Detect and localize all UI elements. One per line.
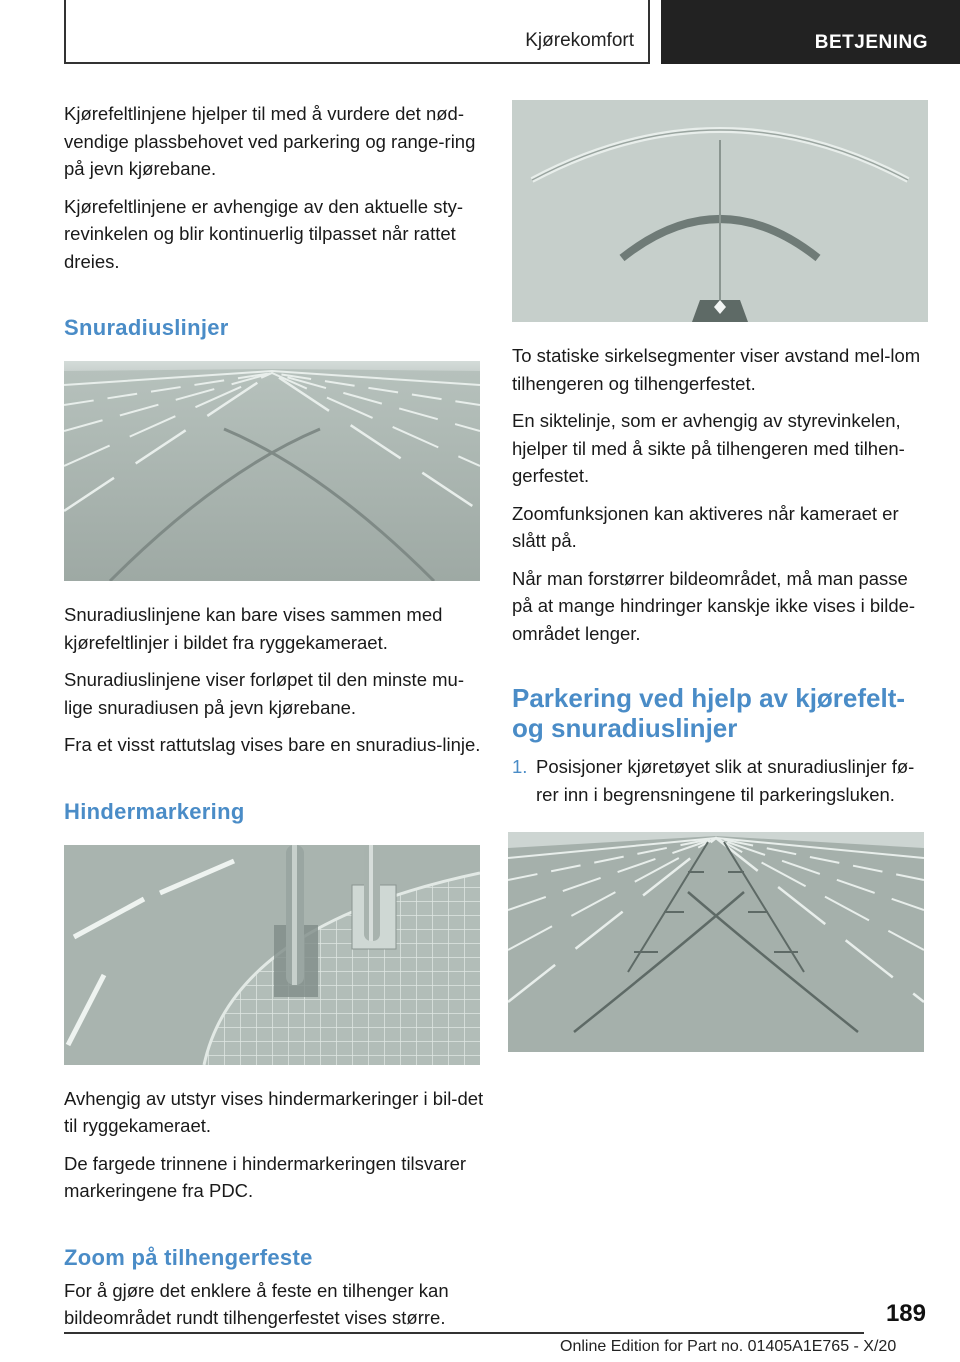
page-number: 189 <box>885 1300 926 1327</box>
paragraph: Kjørefeltlinjene er avhengige av den aktuelle sty-revinkelen og blir kontinuerlig tilpasset når rattet dreies. <box>64 195 464 272</box>
heading-trailer-zoom: Zoom på tilhengerfeste <box>64 1244 313 1270</box>
paragraph: En siktelinje, som er avhengig av styrevinkelen, hjelper til med å sikte på tilhengeren med tilhen-gerfestet. <box>512 410 905 486</box>
heading-parking: Parkering ved hjelp av kjørefelt-og snuradiuslinjer <box>512 683 906 743</box>
parking-lines-figure <box>508 832 924 1052</box>
paragraph: Fra et visst rattutslag vises bare en snuradius-linje. <box>64 734 481 755</box>
header-chapter-title: BETJENING <box>814 32 928 53</box>
paragraph: To statiske sirkelsegmenter viser avstand mel-lom tilhengeren og tilhengerfestet. <box>512 345 921 394</box>
header-chapter-box <box>661 0 960 64</box>
paragraph: Når man forstørrer bildeområdet, må man passe på at mange hindringer kanskje ikke vises i bilde-området lenger. <box>512 567 916 644</box>
header-section-box <box>64 0 650 64</box>
heading-turning-radius: Snuradiuslinjer <box>64 315 229 340</box>
list-number: 1. <box>512 756 528 777</box>
obstacle-marking-figure <box>64 845 480 1065</box>
paragraph: Snuradiuslinjene viser forløpet til den minste mu-lige snuradiusen på jevn kjørebane. <box>64 669 464 718</box>
paragraph: Snuradiuslinjene kan bare vises sammen med kjørefeltlinjer i bildet fra ryggekameraet. <box>64 604 443 653</box>
list-item <box>512 753 930 808</box>
header-section-title: Kjørekomfort <box>525 30 634 51</box>
footer-edition: Online Edition for Part no. 01405A1E765 - X/20 <box>560 1338 897 1355</box>
right-column <box>512 100 930 1072</box>
footer-rule <box>64 1332 864 1334</box>
list-text: Posisjoner kjøretøyet slik at snuradiuslinjer fø-rer inn i begrensningene til parkeringsluken. <box>536 756 915 805</box>
paragraph: Zoomfunksjonen kan aktiveres når kameraet er slått på. <box>512 502 899 551</box>
paragraph: Avhengig av utstyr vises hindermarkeringer i bil-det til ryggekameraet. <box>64 1087 484 1136</box>
left-column <box>64 100 484 1342</box>
paragraph: Kjørefeltlinjene hjelper til med å vurdere det nød-vendige plassbehovet ved parkering og range-ring på jevn kjørebane. <box>64 103 476 179</box>
paragraph: For å gjøre det enklere å feste en tilhenger kan bildeområdet rundt tilhengerfestet vises større. <box>64 1279 449 1328</box>
trailer-hitch-zoom-figure <box>512 100 928 322</box>
heading-obstacle-marking: Hindermarkering <box>64 798 245 824</box>
paragraph: De fargede trinnene i hindermarkeringen tilsvarer markeringene fra PDC. <box>64 1152 467 1201</box>
turning-radius-figure <box>64 361 480 581</box>
